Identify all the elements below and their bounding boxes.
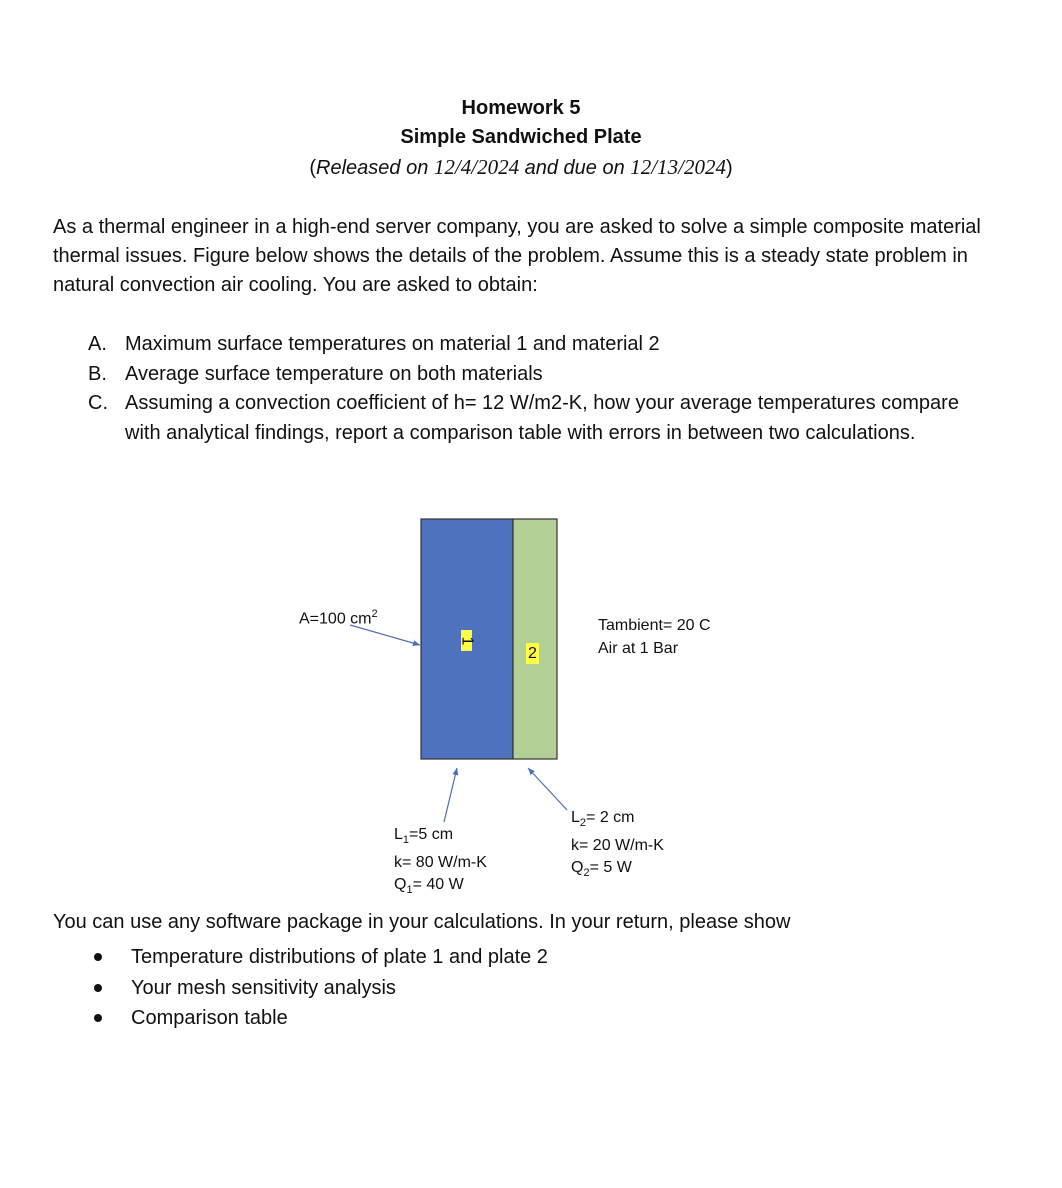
release-date: 12/4/2024 <box>433 155 520 179</box>
plate-2-label: 2 <box>528 645 537 663</box>
material-1-properties <box>394 824 487 902</box>
mat2-heat: $Q_2= 5$ W <box>571 859 632 880</box>
material-2-properties <box>571 807 664 885</box>
homework-subtitle: Simple Sandwiched Plate <box>400 126 642 148</box>
mat1-conductivity: k= 80 W/m-K <box>394 853 487 871</box>
task-marker: C. <box>88 392 108 414</box>
outro-paragraph: You can use any software package in your calculations. In your return, please show <box>53 911 791 933</box>
deliverables-list <box>92 942 548 1034</box>
ambient-temp: Tambient= 20 C <box>598 617 711 634</box>
area-label: A=100 $cm^2$ <box>299 608 378 628</box>
mat2-length: $L_2= 2$ cm <box>571 809 635 830</box>
bullet-icon <box>94 953 102 961</box>
deliverable-item: Your mesh sensitivity analysis <box>92 973 548 1004</box>
deliverable-item: Temperature distributions of plate 1 and plate 2 <box>92 942 548 973</box>
release-line: (Released on 12/4/2024 and due on 12/13/2024) <box>309 155 733 179</box>
task-text: Maximum surface temperatures on material 1 and material 2 <box>125 333 660 355</box>
air-pressure: Air at 1 Bar <box>598 639 679 657</box>
plate-2 <box>513 519 557 759</box>
release-mid: and due on <box>519 157 631 179</box>
mat2-arrow <box>528 768 567 810</box>
release-prefix: Released on <box>316 157 434 179</box>
homework-title: Homework 5 <box>461 97 581 119</box>
mat2-conductivity: k= 20 W/m-K <box>571 836 664 854</box>
ambient-label <box>598 615 711 660</box>
task-marker: A. <box>88 333 107 355</box>
plate-1-label: 1 <box>458 636 476 646</box>
mat1-arrow <box>444 768 457 822</box>
intro-paragraph: As a thermal engineer in a high-end server company, you are asked to solve a simple composite material thermal issues. Figure below shows the details of the problem. Assume this is a steady state problem in natural convection air cooling. You are asked to obtain: <box>53 216 981 296</box>
mat1-length: $L_1=5$ cm <box>394 826 454 847</box>
task-text: Assuming a convection coefficient of h= 12 W/m2-K, how your average temperatures compare with analytical findings, report a comparison table with errors in between two calculations. <box>125 392 959 444</box>
mat1-heat: $Q_1= 40$ W <box>394 876 464 897</box>
bullet-icon <box>94 1014 102 1022</box>
bullet-icon <box>94 984 102 992</box>
task-marker: B. <box>88 362 107 385</box>
deliverable-item: Comparison table <box>92 1003 548 1034</box>
due-date: 12/13/2024 <box>630 155 726 179</box>
task-text: Average surface temperature on both materials <box>125 362 543 385</box>
